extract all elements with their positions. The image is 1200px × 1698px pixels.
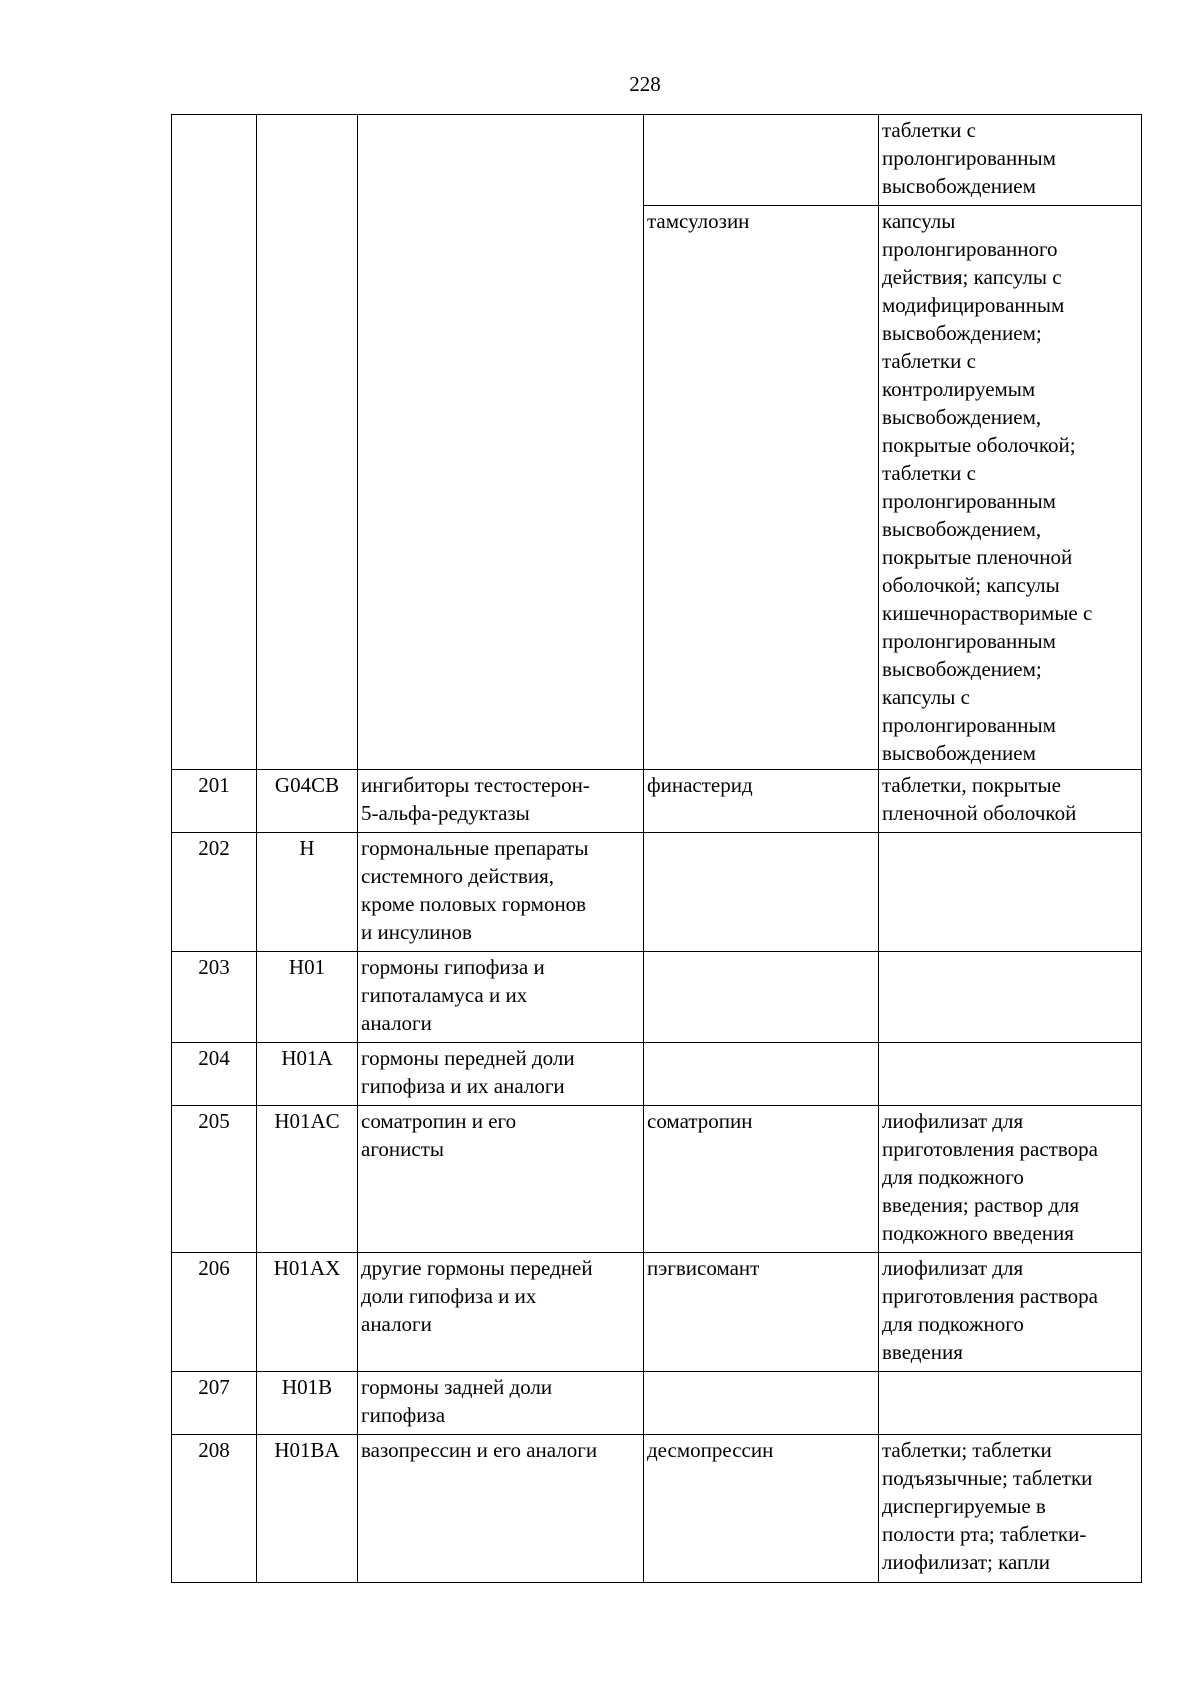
cell-drug xyxy=(643,205,879,770)
cell-group-name xyxy=(357,1252,644,1372)
form-line: пролонгированным xyxy=(882,629,1056,653)
name-line: ингибиторы тестостерон- xyxy=(361,773,590,797)
form-line: капсулы xyxy=(882,209,956,233)
cell-group-name xyxy=(357,769,644,833)
cell-code: H01 xyxy=(256,951,358,1043)
cell-drug xyxy=(643,832,879,952)
name-line: соматропин и его xyxy=(361,1109,517,1133)
cell-group-name xyxy=(357,1371,644,1435)
name-line: доли гипофиза и их xyxy=(361,1284,537,1308)
table-row xyxy=(0,1435,1200,1583)
cell-code: H xyxy=(256,832,358,952)
cell-code: H01AX xyxy=(256,1252,358,1372)
name-line: аналоги xyxy=(361,1312,432,1336)
form-line: оболочкой; капсулы xyxy=(882,573,1060,597)
table-row xyxy=(0,1372,1200,1435)
form-line: пролонгированным xyxy=(882,713,1056,737)
cell-num: 204 xyxy=(171,1042,257,1106)
form-line: высвобождением; xyxy=(882,321,1042,345)
form-line: полости рта; таблетки- xyxy=(882,1522,1087,1546)
cell-group-name xyxy=(357,951,644,1043)
cell-drug xyxy=(643,1042,879,1106)
form-line: лиофилизат для xyxy=(882,1109,1024,1133)
cell-dosage-form xyxy=(878,1434,1142,1583)
cell-code: H01A xyxy=(256,1042,358,1106)
name-line: гипофиза xyxy=(361,1403,446,1427)
cell-group-name xyxy=(357,1105,644,1253)
form-line: введения; раствор для xyxy=(882,1193,1080,1217)
cell-dosage-form xyxy=(878,1042,1142,1106)
name-line: 5-альфа-редуктазы xyxy=(361,801,530,825)
cell-drug: десмопрессин xyxy=(643,1434,879,1583)
form-line: пролонгированным xyxy=(882,489,1056,513)
cell-drug xyxy=(643,951,879,1043)
form-line: таблетки с xyxy=(882,461,976,485)
form-line: пленочной оболочкой xyxy=(882,801,1077,825)
form-line: контролируемым xyxy=(882,377,1036,401)
cell-num: 205 xyxy=(171,1105,257,1253)
cell-dosage-form xyxy=(878,1252,1142,1372)
cell-num: 201 xyxy=(171,769,257,833)
table-row xyxy=(0,952,1200,1043)
name-line: кроме половых гормонов xyxy=(361,892,587,916)
form-line: подкожного введения xyxy=(882,1221,1074,1245)
form-line: таблетки с xyxy=(882,118,976,142)
table-row xyxy=(0,1106,1200,1253)
drug-name: тамсулозин xyxy=(647,209,750,233)
page-number: 228 xyxy=(629,72,661,96)
cell-code: H01BA xyxy=(256,1434,358,1583)
cell-drug: финастерид xyxy=(643,769,879,833)
name-line: аналоги xyxy=(361,1011,432,1035)
form-line: приготовления раствора xyxy=(882,1284,1098,1308)
cell-dosage-form xyxy=(878,114,1142,206)
name-line: гормональные препараты xyxy=(361,836,589,860)
name-line: системного действия, xyxy=(361,864,555,888)
form-line: подъязычные; таблетки xyxy=(882,1466,1093,1490)
table-row xyxy=(0,770,1200,833)
cell-drug: пэгвисомант xyxy=(643,1252,879,1372)
form-line: высвобождением, xyxy=(882,517,1042,541)
form-line: введения xyxy=(882,1340,963,1364)
form-line: лиофилизат для xyxy=(882,1256,1024,1280)
form-line: высвобождением, xyxy=(882,405,1042,429)
table-row xyxy=(0,1253,1200,1372)
name-line: гипофиза и их аналоги xyxy=(361,1074,565,1098)
form-line: таблетки с xyxy=(882,349,976,373)
cell-dosage-form xyxy=(878,1371,1142,1435)
name-line: гормоны гипофиза и xyxy=(361,955,545,979)
form-line: покрытые пленочной xyxy=(882,545,1073,569)
form-line: таблетки; таблетки xyxy=(882,1438,1052,1462)
cell-num: 202 xyxy=(171,832,257,952)
form-line: покрытые оболочкой; xyxy=(882,433,1076,457)
cell-drug xyxy=(643,114,879,206)
cell-num: 207 xyxy=(171,1371,257,1435)
cell-code: H01AC xyxy=(256,1105,358,1253)
cell-num: 208 xyxy=(171,1434,257,1583)
form-line: таблетки, покрытые xyxy=(882,773,1061,797)
table-row xyxy=(0,833,1200,952)
table-row xyxy=(0,1043,1200,1106)
form-line: приготовления раствора xyxy=(882,1137,1098,1161)
form-line: высвобождением xyxy=(882,741,1036,765)
cell-dosage-form xyxy=(878,951,1142,1043)
cell-drug: соматропин xyxy=(643,1105,879,1253)
cell-dosage-form xyxy=(878,769,1142,833)
form-line: высвобождением; xyxy=(882,657,1042,681)
cell-dosage-form xyxy=(878,205,1142,770)
name-line: агонисты xyxy=(361,1137,444,1161)
form-line: высвобождением xyxy=(882,174,1036,198)
form-line: диспергируемые в xyxy=(882,1494,1046,1518)
name-line: и инсулинов xyxy=(361,920,472,944)
cell-group-name xyxy=(357,832,644,952)
cell-group-name xyxy=(357,1434,644,1583)
cell-num: 206 xyxy=(171,1252,257,1372)
name-line: гормоны передней доли xyxy=(361,1046,575,1070)
table-row-continuation-sub1 xyxy=(0,115,1200,206)
form-line: модифицированным xyxy=(882,293,1065,317)
cell-group-name xyxy=(357,1042,644,1106)
name-line: гипоталамуса и их xyxy=(361,983,528,1007)
name-line: гормоны задней доли xyxy=(361,1375,553,1399)
cell-code: G04CB xyxy=(256,769,358,833)
name-line: вазопрессин и его аналоги xyxy=(361,1438,598,1462)
form-line: капсулы с xyxy=(882,685,970,709)
cell-drug xyxy=(643,1371,879,1435)
form-line: кишечнорастворимые с xyxy=(882,601,1093,625)
form-line: пролонгированным xyxy=(882,146,1056,170)
form-line: действия; капсулы с xyxy=(882,265,1062,289)
table-row-continuation-sub2 xyxy=(0,206,1200,770)
cell-dosage-form xyxy=(878,1105,1142,1253)
form-line: для подкожного xyxy=(882,1165,1024,1189)
form-line: для подкожного xyxy=(882,1312,1024,1336)
cell-num: 203 xyxy=(171,951,257,1043)
form-line: лиофилизат; капли xyxy=(882,1550,1050,1574)
form-line: пролонгированного xyxy=(882,237,1058,261)
cell-dosage-form xyxy=(878,832,1142,952)
cell-code: H01B xyxy=(256,1371,358,1435)
name-line: другие гормоны передней xyxy=(361,1256,593,1280)
